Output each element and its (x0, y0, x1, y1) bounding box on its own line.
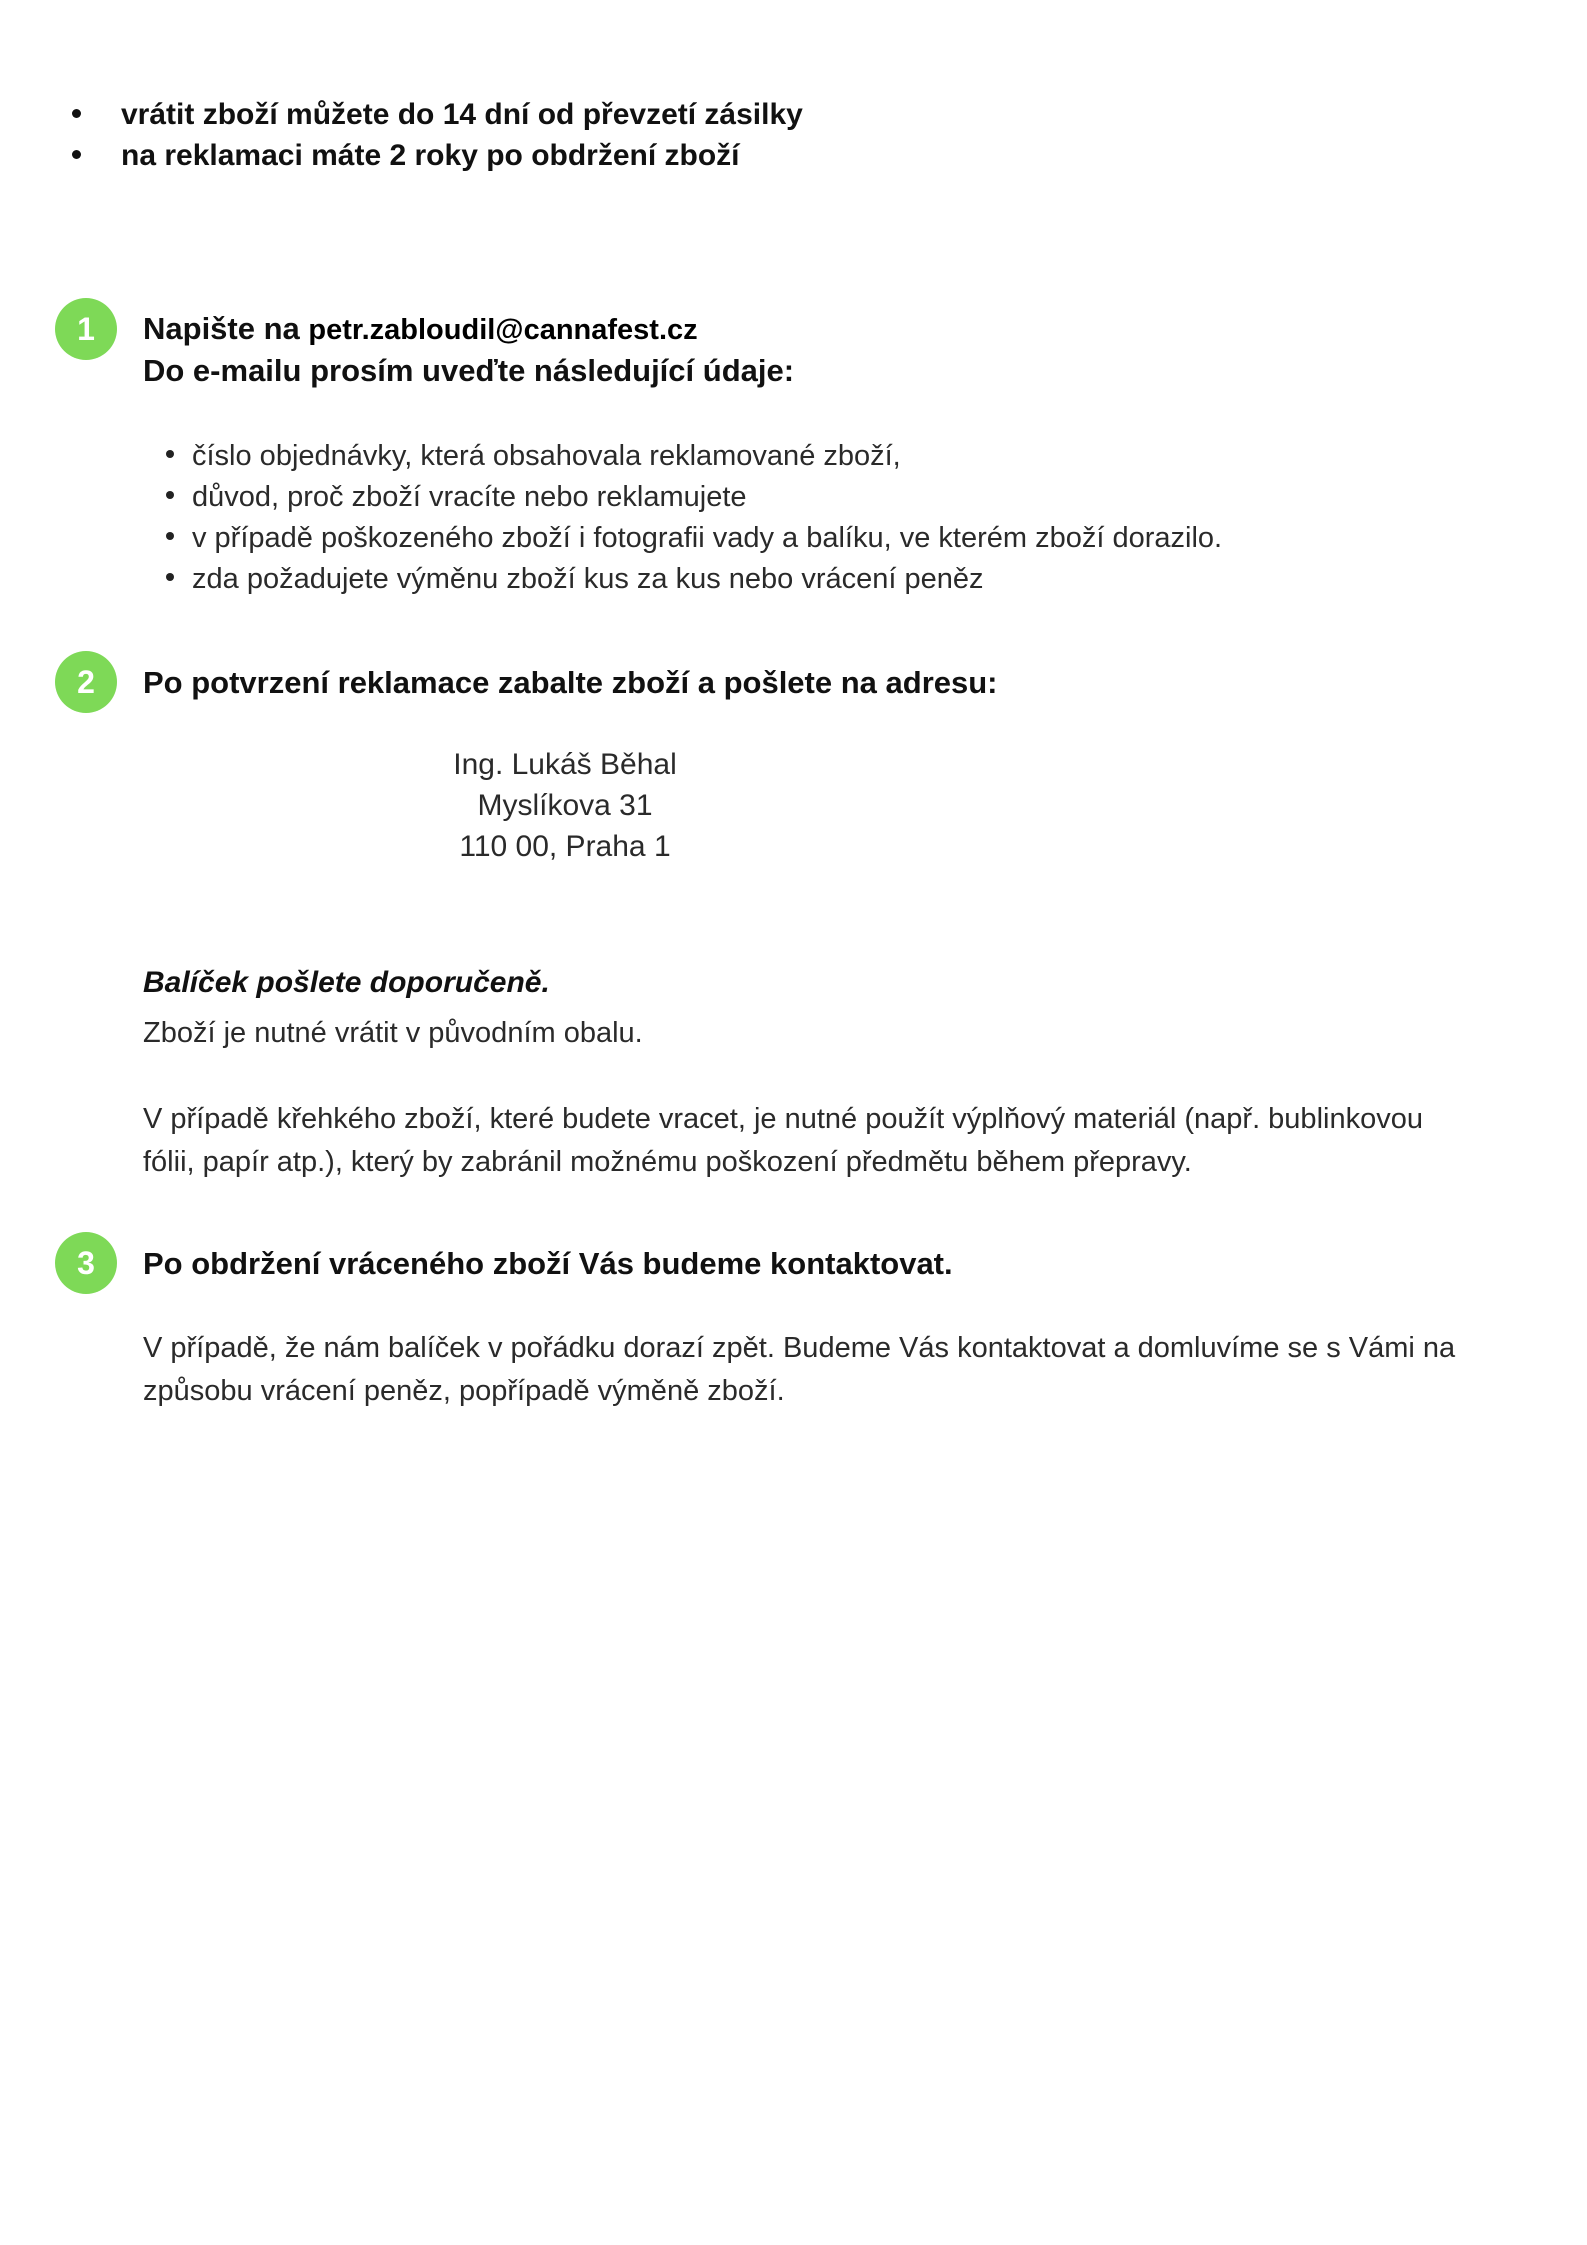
top-bullet-text: na reklamaci máte 2 roky po obdržení zboží (121, 139, 740, 172)
step-1-heading-prefix: Napište na (143, 311, 300, 346)
address-street: Myslíkova 31 (477, 789, 653, 822)
fragile-note-line2: fólii, papír atp.), který by zabránil možnému poškození předmětu během přepravy. (143, 1146, 1192, 1178)
fragile-note-line1: V případě křehkého zboží, které budete vracet, je nutné použít výplňový materiál (např. bublinkovou (143, 1103, 1423, 1135)
top-bullet-complaint (72, 139, 740, 173)
bullet-icon (166, 532, 174, 540)
top-bullet-return (72, 98, 803, 132)
address-name: Ing. Lukáš Běhal (453, 748, 677, 781)
step-3-badge: 3 (55, 1232, 117, 1294)
list-item (166, 522, 1222, 555)
bullet-icon (72, 109, 81, 118)
top-bullet-text: vrátit zboží můžete do 14 dní od převzetí zásilky (121, 98, 803, 131)
bullet-icon (72, 150, 81, 159)
list-item (166, 563, 984, 596)
registered-mail-note: Balíček pošlete doporučeně. (143, 966, 550, 999)
original-packaging-note: Zboží je nutné vrátit v původním obalu. (143, 1017, 643, 1049)
step-3-heading: Po obdržení vráceného zboží Vás budeme kontaktovat. (143, 1246, 953, 1281)
list-item-text: číslo objednávky, která obsahovala reklamované zboží, (192, 440, 901, 472)
list-item (166, 440, 901, 473)
bullet-icon (166, 491, 174, 499)
step-2-heading: Po potvrzení reklamace zabalte zboží a pošlete na adresu: (143, 665, 998, 700)
bullet-icon (166, 573, 174, 581)
contact-email-link[interactable]: petr.zabloudil@cannafest.cz (308, 314, 698, 346)
bullet-icon (166, 450, 174, 458)
step-1-heading-line2: Do e-mailu prosím uveďte následující údaje: (143, 353, 795, 388)
list-item (166, 481, 747, 514)
step-3-text-line2: způsobu vrácení peněz, popřípadě výměně zboží. (143, 1375, 785, 1407)
step-3-text-line1: V případě, že nám balíček v pořádku dorazí zpět. Budeme Vás kontaktovat a domluvíme se s Vámi na (143, 1332, 1456, 1364)
list-item-text: důvod, proč zboží vracíte nebo reklamujete (192, 481, 747, 513)
list-item-text: v případě poškozeného zboží i fotografii vady a balíku, ve kterém zboží dorazilo. (192, 522, 1223, 554)
step-1-heading (143, 311, 698, 347)
address-city: 110 00, Praha 1 (459, 830, 671, 863)
step-2-badge: 2 (55, 651, 117, 713)
list-item-text: zda požadujete výměnu zboží kus za kus nebo vrácení peněz (192, 563, 984, 595)
step-1-badge: 1 (55, 298, 117, 360)
